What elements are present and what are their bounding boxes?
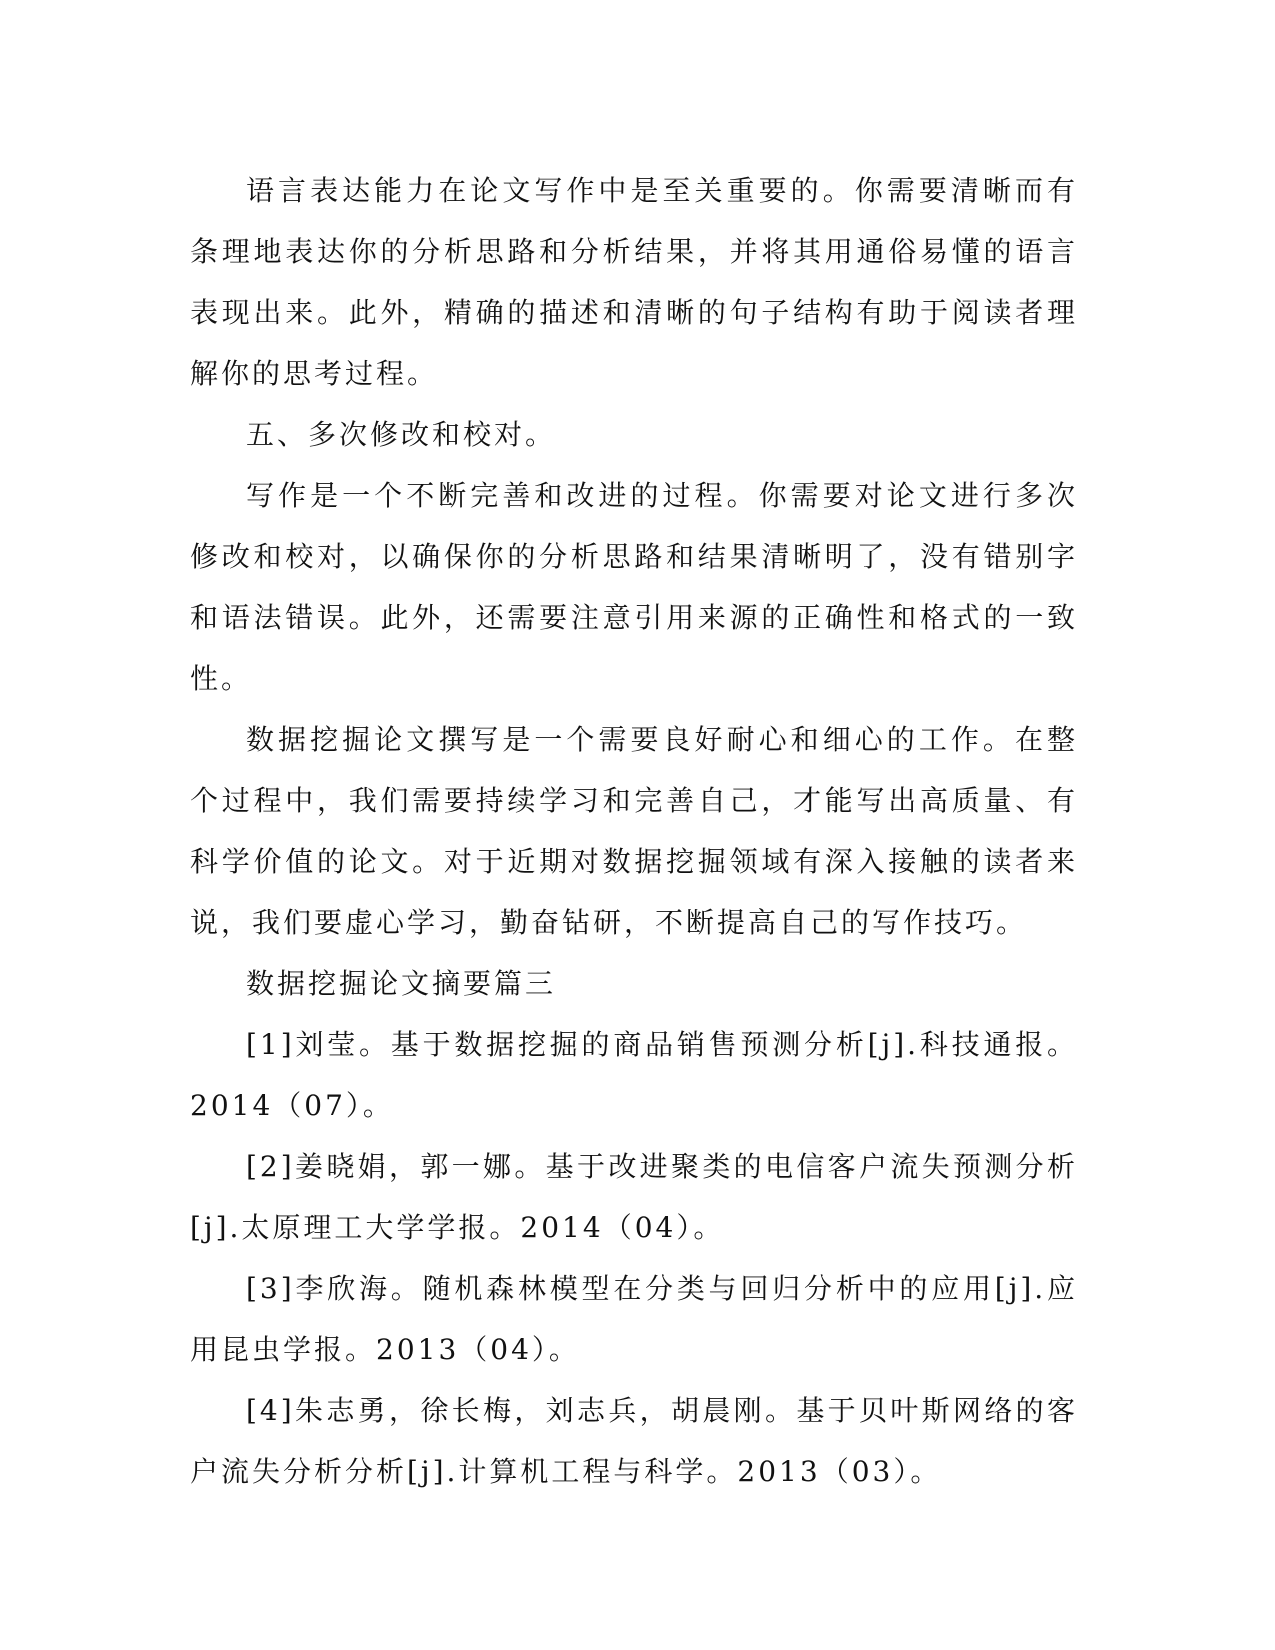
paragraph-revision: 写作是一个不断完善和改进的过程。你需要对论文进行多次修改和校对，以确保你的分析思路和结果清晰明了，没有错别字和语法错误。此外，还需要注意引用来源的正确性和格式的一致性。 <box>190 479 1078 695</box>
section-heading-abstract: 数据挖掘论文摘要篇三 <box>246 967 557 1000</box>
paragraph-conclusion: 数据挖掘论文撰写是一个需要良好耐心和细心的工作。在整个过程中，我们需要持续学习和完善自己，才能写出高质量、有科学价值的论文。对于近期对数据挖掘领域有深入接触的读者来说，我们要虚心学习，勤奋钻研，不断提高自己的写作技巧。 <box>190 723 1078 939</box>
document-body <box>190 160 1078 1502</box>
reference-item-3: [3]李欣海。随机森林模型在分类与回归分析中的应用[j].应用昆虫学报。2013（04）。 <box>190 1272 1078 1366</box>
reference-item-2: [2]姜晓娟，郭一娜。基于改进聚类的电信客户流失预测分析[j].太原理工大学学报。2014（04）。 <box>190 1150 1078 1244</box>
section-heading-revision: 五、多次修改和校对。 <box>246 418 557 451</box>
reference-item-4: [4]朱志勇，徐长梅，刘志兵，胡晨刚。基于贝叶斯网络的客户流失分析分析[j].计算机工程与科学。2013（03）。 <box>190 1394 1078 1488</box>
paragraph-language-expression: 语言表达能力在论文写作中是至关重要的。你需要清晰而有条理地表达你的分析思路和分析结果，并将其用通俗易懂的语言表现出来。此外，精确的描述和清晰的句子结构有助于阅读者理解你的思考过程。 <box>190 174 1078 390</box>
reference-item-1: [1]刘莹。基于数据挖掘的商品销售预测分析[j].科技通报。2014（07）。 <box>190 1028 1078 1122</box>
